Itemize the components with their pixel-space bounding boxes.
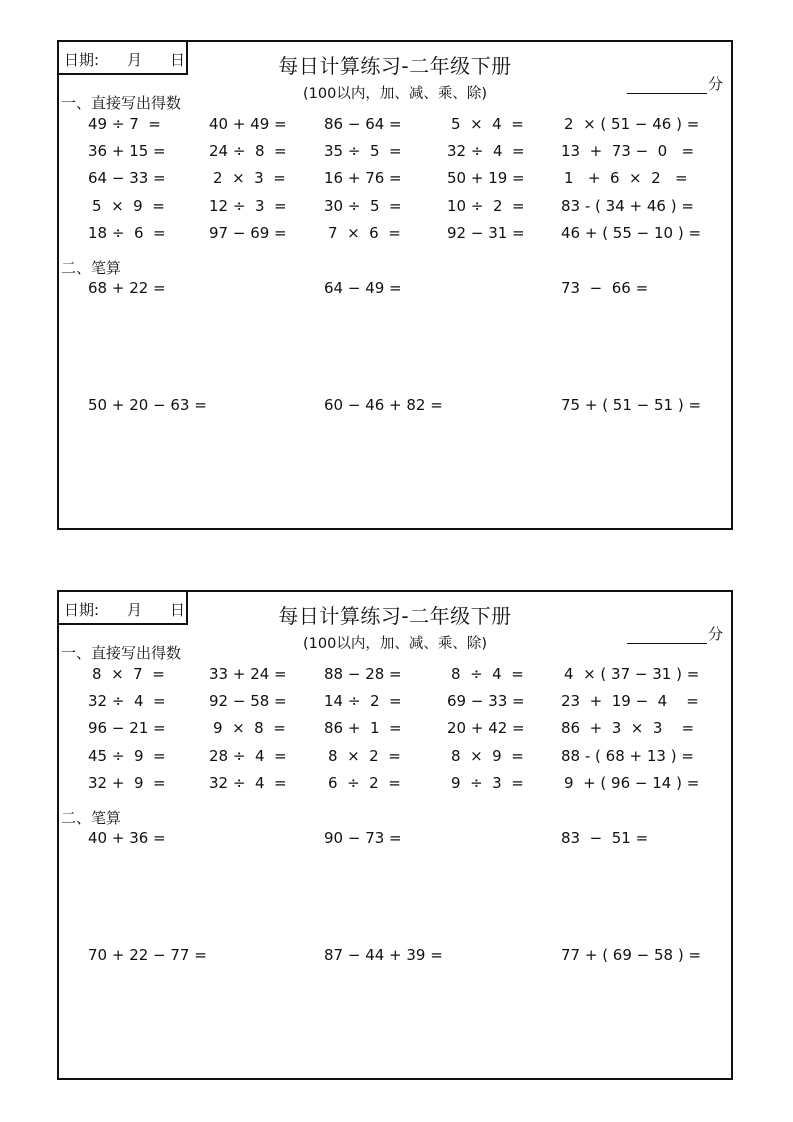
written-problem: 90 − 73 = bbox=[324, 829, 402, 847]
oral-problem: 8 × 7 = bbox=[92, 665, 165, 683]
oral-problem: 20 + 42 = bbox=[447, 719, 525, 737]
written-problem: 60 − 46 + 82 = bbox=[324, 396, 443, 414]
oral-problem: 7 × 6 = bbox=[328, 224, 401, 242]
oral-problem: 1 + 6 × 2 = bbox=[564, 169, 688, 187]
oral-problem: 28 ÷ 4 = bbox=[209, 747, 287, 765]
worksheet-subtitle: (100以内，加、减、乘、除) bbox=[303, 636, 487, 652]
written-problem: 70 + 22 − 77 = bbox=[88, 946, 207, 964]
oral-problem: 32 ÷ 4 = bbox=[209, 774, 287, 792]
oral-problem: 69 − 33 = bbox=[447, 692, 525, 710]
written-problem: 64 − 49 = bbox=[324, 279, 402, 297]
written-problem: 83 − 51 = bbox=[561, 829, 649, 847]
oral-problem: 49 ÷ 7 = bbox=[88, 115, 161, 133]
oral-problem: 46 + ( 55 − 10 ) = bbox=[561, 224, 702, 242]
worksheet-subtitle: (100以内，加、减、乘、除) bbox=[303, 86, 487, 102]
oral-problem: 23 + 19 − 4 = bbox=[561, 692, 699, 710]
written-problem: 77 + ( 69 − 58 ) = bbox=[561, 946, 702, 964]
oral-problem: 9 + ( 96 − 14 ) = bbox=[564, 774, 700, 792]
oral-problem: 2 × 3 = bbox=[213, 169, 286, 187]
score-blank-line bbox=[627, 627, 707, 644]
oral-problem: 18 ÷ 6 = bbox=[88, 224, 166, 242]
oral-problem: 86 + 1 = bbox=[324, 719, 402, 737]
oral-problem: 10 ÷ 2 = bbox=[447, 197, 525, 215]
oral-problem: 36 + 15 = bbox=[88, 142, 166, 160]
month-label: 月 bbox=[127, 51, 143, 69]
section-oral-title: 一、直接写出得数 bbox=[61, 644, 182, 662]
written-problem: 73 − 66 = bbox=[561, 279, 649, 297]
oral-problem: 14 ÷ 2 = bbox=[324, 692, 402, 710]
oral-problem: 88 - ( 68 + 13 ) = bbox=[561, 747, 694, 765]
written-problem: 40 + 36 = bbox=[88, 829, 166, 847]
worksheet-title: 每日计算练习-二年级下册 bbox=[278, 54, 512, 78]
section-oral-title: 一、直接写出得数 bbox=[61, 94, 182, 112]
oral-problem: 4 × ( 37 − 31 ) = bbox=[564, 665, 700, 683]
oral-problem: 9 ÷ 3 = bbox=[451, 774, 524, 792]
oral-problem: 8 ÷ 4 = bbox=[451, 665, 524, 683]
oral-problem: 9 × 8 = bbox=[213, 719, 286, 737]
score-field bbox=[627, 73, 723, 94]
oral-problem: 32 ÷ 4 = bbox=[447, 142, 525, 160]
worksheet-title: 每日计算练习-二年级下册 bbox=[278, 604, 512, 628]
oral-problem: 6 ÷ 2 = bbox=[328, 774, 401, 792]
oral-problem: 83 - ( 34 + 46 ) = bbox=[561, 197, 694, 215]
oral-problem: 86 − 64 = bbox=[324, 115, 402, 133]
oral-problem: 92 − 58 = bbox=[209, 692, 287, 710]
oral-problem: 86 + 3 × 3 = bbox=[561, 719, 695, 737]
written-problem: 68 + 22 = bbox=[88, 279, 166, 297]
oral-problem: 5 × 9 = bbox=[92, 197, 165, 215]
worksheet-2 bbox=[57, 590, 733, 1080]
oral-problem: 45 ÷ 9 = bbox=[88, 747, 166, 765]
written-problem: 87 − 44 + 39 = bbox=[324, 946, 443, 964]
oral-problem: 97 − 69 = bbox=[209, 224, 287, 242]
oral-problem: 24 ÷ 8 = bbox=[209, 142, 287, 160]
date-label: 日期: bbox=[64, 51, 100, 69]
oral-problem: 40 + 49 = bbox=[209, 115, 287, 133]
oral-problem: 32 + 9 = bbox=[88, 774, 166, 792]
oral-problem: 16 + 76 = bbox=[324, 169, 402, 187]
oral-problem: 12 ÷ 3 = bbox=[209, 197, 287, 215]
written-problem: 75 + ( 51 − 51 ) = bbox=[561, 396, 702, 414]
oral-problem: 30 ÷ 5 = bbox=[324, 197, 402, 215]
written-problem: 50 + 20 − 63 = bbox=[88, 396, 207, 414]
oral-problem: 88 − 28 = bbox=[324, 665, 402, 683]
oral-problem: 5 × 4 = bbox=[451, 115, 524, 133]
worksheet-1 bbox=[57, 40, 733, 530]
oral-problem: 35 ÷ 5 = bbox=[324, 142, 402, 160]
score-label: 分 bbox=[707, 75, 723, 93]
oral-problem: 96 − 21 = bbox=[88, 719, 166, 737]
section-written-title: 二、笔算 bbox=[61, 259, 122, 277]
day-label: 日 bbox=[170, 51, 186, 69]
oral-problem: 92 − 31 = bbox=[447, 224, 525, 242]
score-blank-line bbox=[627, 77, 707, 94]
oral-problem: 33 + 24 = bbox=[209, 665, 287, 683]
score-field bbox=[627, 623, 723, 644]
section-written-title: 二、笔算 bbox=[61, 809, 122, 827]
date-label: 日期: bbox=[64, 601, 100, 619]
oral-problem: 32 ÷ 4 = bbox=[88, 692, 166, 710]
oral-problem: 8 × 9 = bbox=[451, 747, 524, 765]
oral-problem: 64 − 33 = bbox=[88, 169, 166, 187]
oral-problem: 13 + 73 − 0 = bbox=[561, 142, 695, 160]
score-label: 分 bbox=[707, 625, 723, 643]
oral-problem: 8 × 2 = bbox=[328, 747, 401, 765]
month-label: 月 bbox=[127, 601, 143, 619]
oral-problem: 2 × ( 51 − 46 ) = bbox=[564, 115, 700, 133]
day-label: 日 bbox=[170, 601, 186, 619]
oral-problem: 50 + 19 = bbox=[447, 169, 525, 187]
